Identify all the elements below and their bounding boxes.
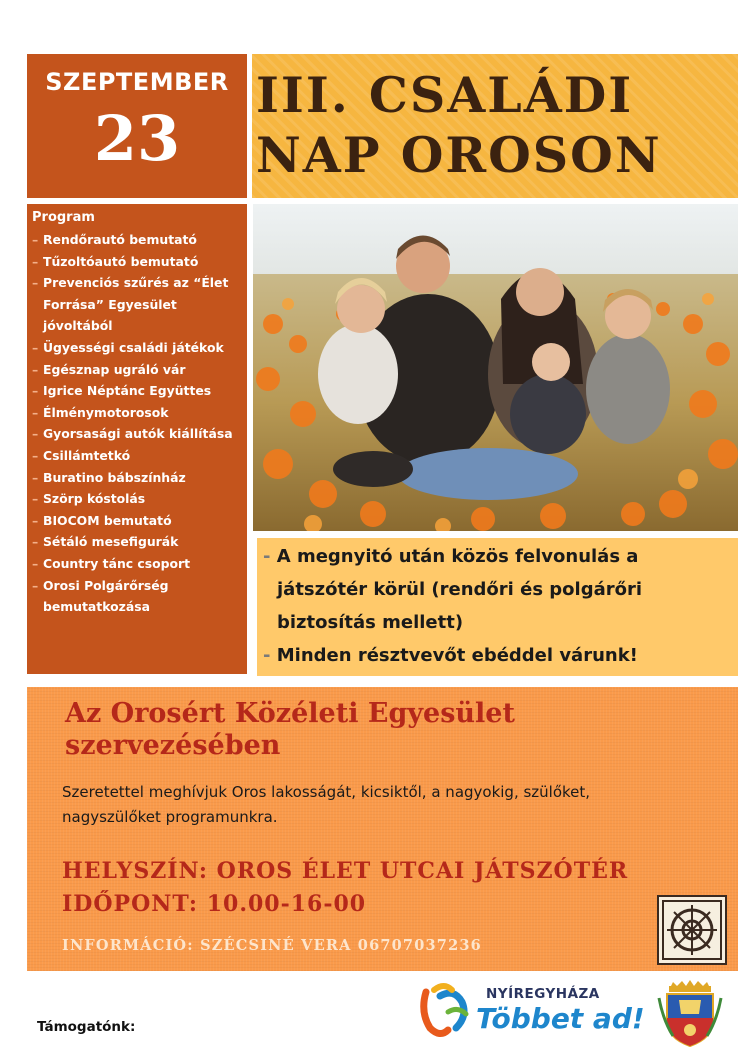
family-photo-illustration bbox=[253, 204, 738, 531]
program-item: – Prevenciós szűrés az “Élet Forrása” Egyesület jóvoltából bbox=[32, 275, 229, 334]
coat-of-arms-icon bbox=[655, 980, 725, 1050]
program-heading: Program bbox=[32, 210, 95, 225]
logo-city: NYÍREGYHÁZA bbox=[486, 986, 600, 1002]
note-line: - Minden résztvevőt ebéddel várunk! bbox=[263, 645, 638, 666]
program-item: – Csillámtetkó bbox=[32, 447, 131, 463]
program-box bbox=[27, 204, 247, 674]
program-item: – BIOCOM bemutató bbox=[32, 512, 172, 528]
program-item: – Rendőrautó bemutató bbox=[32, 232, 197, 247]
date-box bbox=[27, 54, 247, 198]
location-line: HELYSZÍN: OROS ÉLET UTCAI JÁTSZÓTÉR bbox=[62, 858, 629, 884]
event-day: 23 bbox=[93, 102, 181, 175]
note-line: - A megnyitó után közös felvonulás a bbox=[263, 546, 639, 567]
event-month: SZEPTEMBER bbox=[45, 68, 229, 96]
logo-slogan: Többet ad! bbox=[476, 1002, 645, 1035]
family-photo bbox=[253, 204, 738, 531]
event-title-line1: III. CSALÁDI bbox=[256, 66, 634, 124]
note-line: játszótér körül (rendőri és polgárőri bbox=[277, 579, 643, 600]
organizer-title: Az Orosért Közéleti Egyesület szervezésében bbox=[65, 698, 515, 761]
coat-of-arms bbox=[655, 980, 725, 1050]
program-item: – Élménymotorosok bbox=[32, 404, 169, 420]
event-title-line2: NAP OROSON bbox=[256, 126, 662, 184]
program-item: – Gyorsasági autók kiállítása bbox=[32, 426, 233, 442]
program-item: – Orosi Polgárőrség bemutatkozása bbox=[32, 577, 169, 615]
time-line: IDŐPONT: 10.00-16-00 bbox=[62, 891, 367, 917]
program-item: – Country tánc csoport bbox=[32, 555, 191, 571]
program-item: – Igrice Néptánc Együttes bbox=[32, 383, 212, 399]
note-line: biztosítás mellett) bbox=[277, 612, 464, 633]
program-item: – Egésznap ugráló vár bbox=[32, 361, 186, 377]
program-item: – Buratino bábszínház bbox=[32, 469, 186, 485]
program-item: – Szörp kóstolás bbox=[32, 491, 146, 507]
invitation-text: Szeretettel meghívjuk Oros lakosságát, kicsiktől, a nagyokig, szülőket, nagyszülőket programunkra. bbox=[62, 783, 591, 826]
seal-emblem bbox=[657, 895, 727, 965]
nyiregyhaza-logo bbox=[418, 980, 645, 1040]
notes-box bbox=[257, 538, 738, 676]
contact-info: INFORMÁCIÓ: SZÉCSINÉ VERA 06707037236 bbox=[62, 937, 482, 954]
title-box bbox=[252, 54, 738, 198]
organizer-box bbox=[27, 687, 738, 971]
sponsor-label: Támogatónk: bbox=[37, 1019, 136, 1035]
seal-emblem-icon bbox=[659, 897, 725, 963]
program-item: – Ügyességi családi játékok bbox=[32, 339, 224, 355]
program-item: – Tűzoltóautó bemutató bbox=[32, 253, 199, 269]
program-list bbox=[27, 229, 247, 618]
program-item: – Sétáló mesefigurák bbox=[32, 534, 179, 550]
nyiregyhaza-logo-icon bbox=[418, 982, 478, 1040]
